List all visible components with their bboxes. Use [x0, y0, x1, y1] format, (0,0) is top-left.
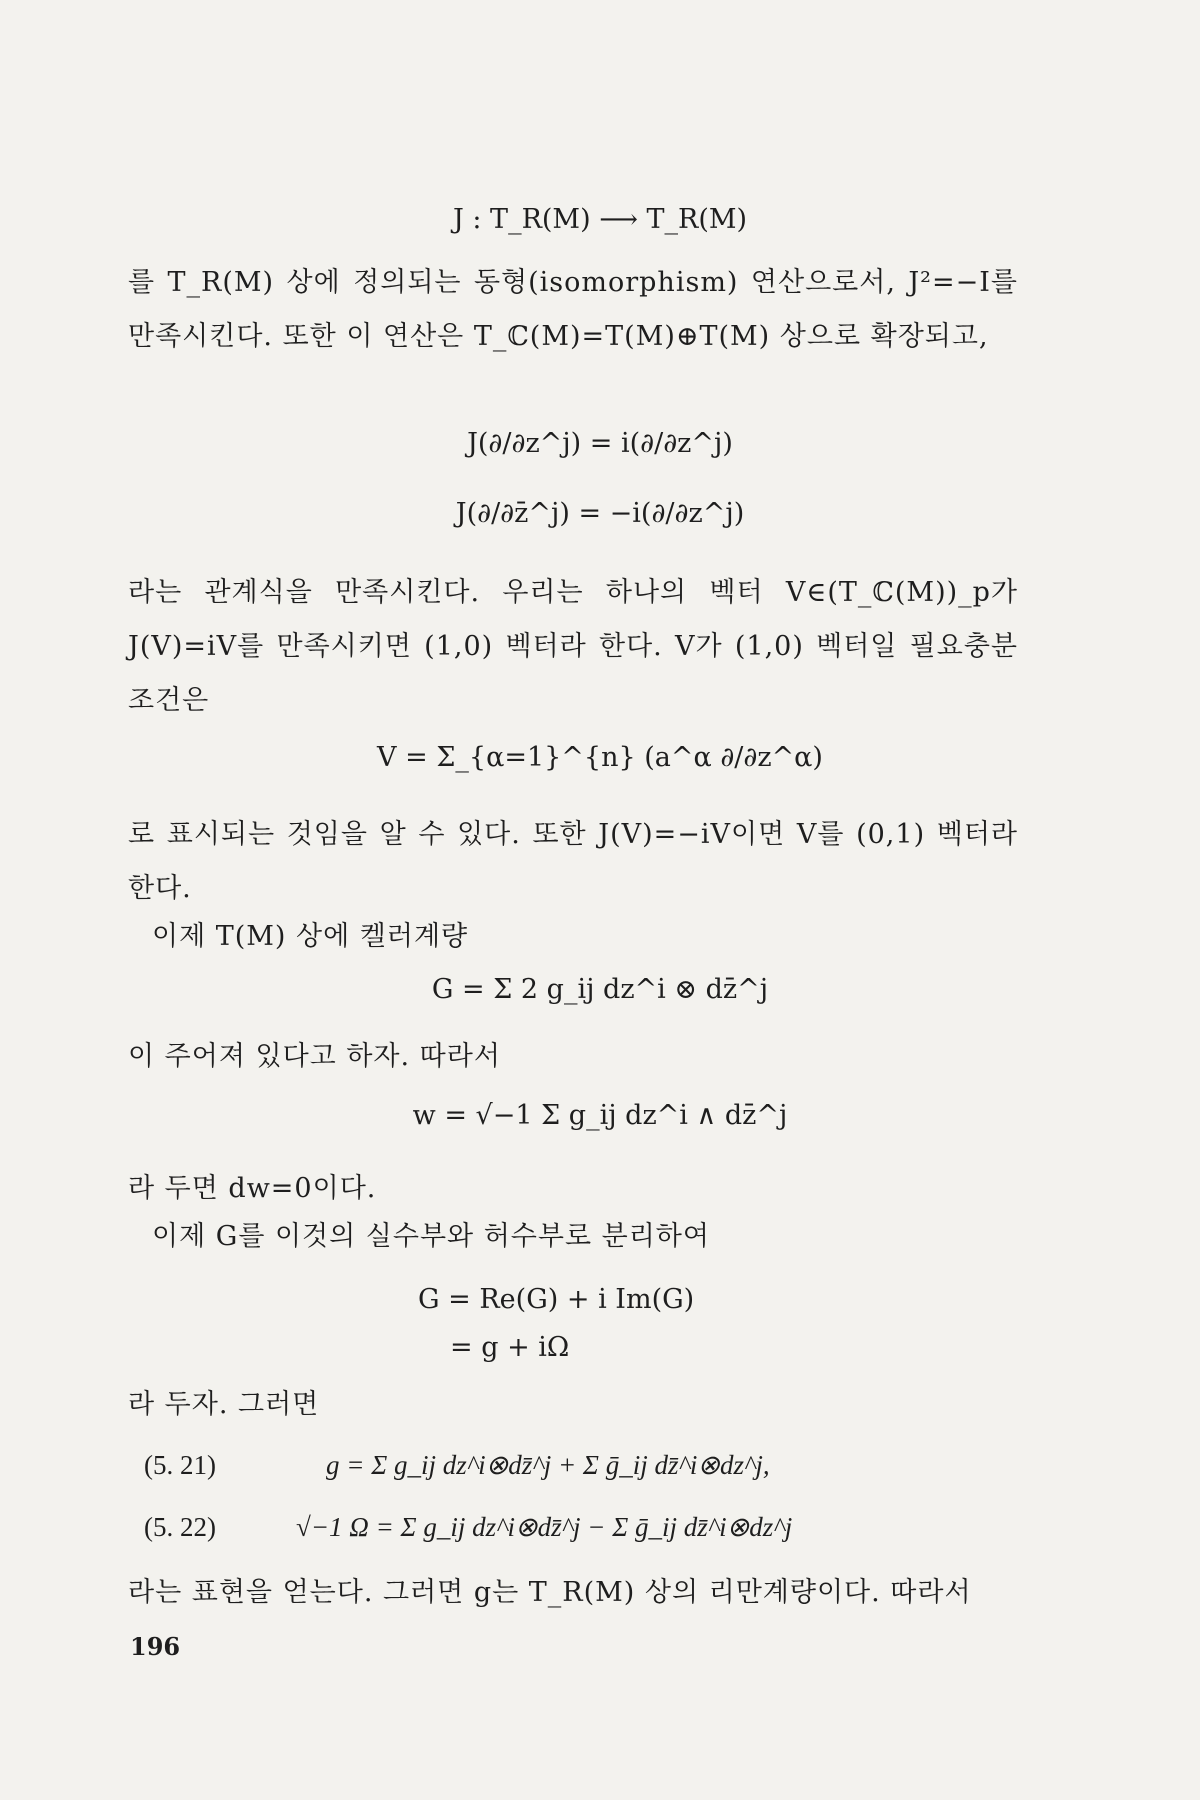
equation-label-5-22: (5. 22) [144, 1512, 216, 1542]
paragraph-text: 라 두면 dw=0이다. [128, 1173, 377, 1204]
equation-j-holomorphic: J(∂/∂z^j) = i(∂/∂z^j) [467, 428, 733, 459]
paragraph-text: 를 T_R(M) 상에 정의되는 동형(isomorphism) 연산으로서, J²=−I를 만족시킨다. 또한 이 연산은 T_ℂ(M)=T(M)⊕T(M) 상으로 확장되고, [128, 267, 1018, 352]
equation-real-imag-split: G = Re(G) + i Im(G) [418, 1284, 695, 1315]
paragraph-text: 로 표시되는 것임을 알 수 있다. 또한 J(V)=−iV이면 V를 (0,1) 벡터라 한다. [128, 819, 1018, 904]
paragraph-3 [128, 808, 1018, 916]
equation-label-5-21: (5. 21) [144, 1450, 216, 1480]
paragraph-8 [128, 1378, 1018, 1432]
paragraph-text: 라는 관계식을 만족시킨다. 우리는 하나의 벡터 V∈(T_ℂ(M))_p가 J(V)=iV를 만족시키면 (1,0) 벡터라 한다. V가 (1,0) 벡터일 필요충분조건은 [128, 577, 1018, 716]
paragraph-1 [128, 256, 1018, 364]
equation-kahler-form: w = √−1 Σ g_ij dz^i ∧ dz̄^j [412, 1100, 788, 1131]
equation-5-21: g = Σ g_ij dz^i⊗dz̄^j + Σ ḡ_ij dz̄^i⊗dz^j, [326, 1450, 770, 1480]
paragraph-text: 라는 표현을 얻는다. 그러면 g는 T_R(M) 상의 리만계량이다. 따라서 [128, 1577, 972, 1608]
equation-vector-sum: V = Σ_{α=1}^{n} (a^α ∂/∂z^α) [377, 742, 823, 773]
paragraph-text: 이 주어져 있다고 하자. 따라서 [128, 1041, 501, 1072]
equation-kahler-metric: G = Σ 2 g_ij dz^i ⊗ dz̄^j [431, 974, 769, 1005]
page-number: 196 [130, 1632, 181, 1661]
paragraph-9 [128, 1566, 1018, 1620]
equation-map: J : T_R(M) ⟶ T_R(M) [452, 204, 748, 235]
paragraph-4 [128, 910, 1018, 964]
paragraph-text: 이제 G를 이것의 실수부와 허수부로 분리하여 [152, 1221, 710, 1252]
paragraph-text: 라 두자. 그러면 [128, 1389, 320, 1420]
paragraph-5 [128, 1030, 1018, 1084]
equation-real-imag-result: = g + iΩ [450, 1332, 570, 1363]
paragraph-7 [128, 1210, 1018, 1264]
paragraph-6 [128, 1162, 1018, 1216]
equation-5-22: √−1 Ω = Σ g_ij dz^i⊗dz̄^j − Σ ḡ_ij dz̄^i⊗dz^j [296, 1512, 793, 1542]
paragraph-text: 이제 T(M) 상에 켈러계량 [152, 921, 469, 952]
paragraph-2 [128, 566, 1018, 728]
equation-j-antiholomorphic: J(∂/∂z̄^j) = −i(∂/∂z^j) [455, 498, 745, 529]
